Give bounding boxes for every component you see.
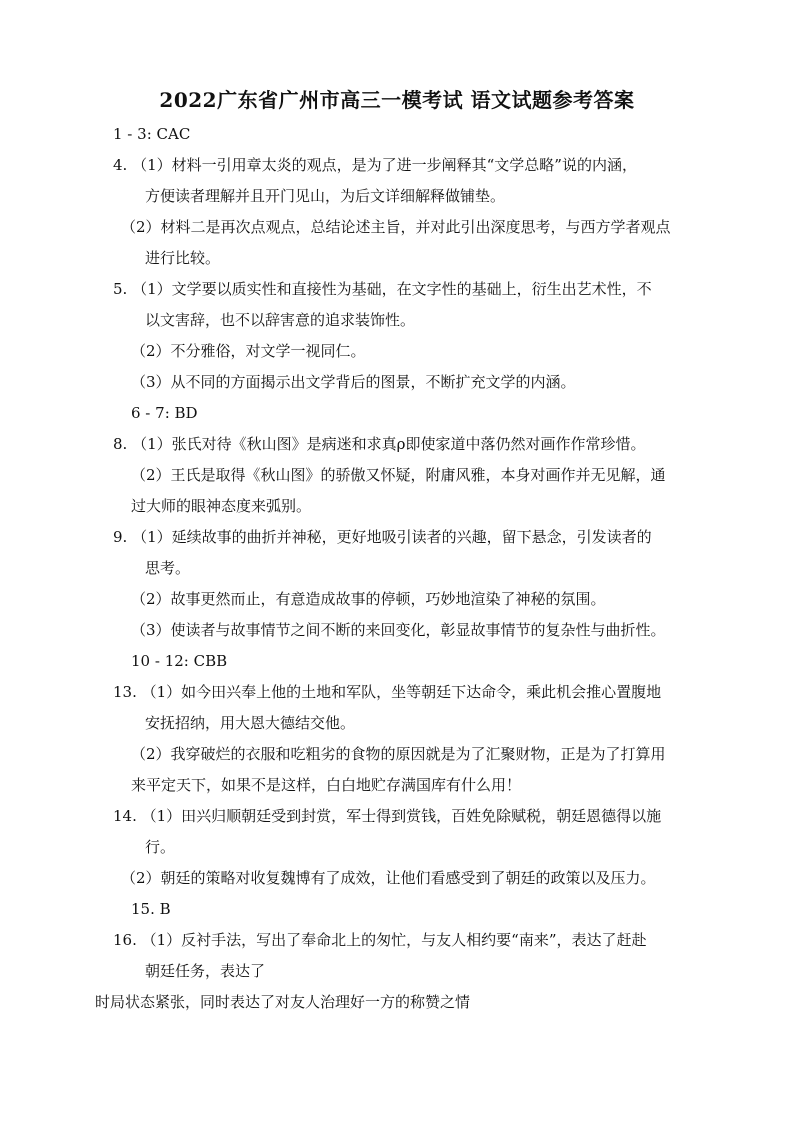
answer-line: （3）从不同的方面揭示出文学背后的图景，不断扩充文学的内涵。	[131, 373, 576, 391]
answer-line: （3）使读者与故事情节之间不断的来回变化，彰显故事情节的复杂性与曲折性。	[131, 621, 666, 639]
answer-line: 9. （1）延续故事的曲折并神秘，更好地吸引读者的兴趣，留下悬念，引发读者的	[113, 528, 652, 546]
answer-line: （2）不分雅俗，对文学一视同仁。	[131, 342, 366, 360]
answer-line: （2）王氏是取得《秋山图》的骄傲又怀疑，附庸风雅，本身对画作并无见解，通	[131, 466, 666, 484]
answer-line: 1 - 3: CAC	[113, 125, 191, 143]
answer-line: 安抚招纳，用大恩大德结交他。	[145, 714, 356, 732]
answer-line: 方便读者理解并且开门见山，为后文详细解释做铺垫。	[145, 187, 506, 205]
answer-line: （2）材料二是再次点观点，总结论述主旨，并对此引出深度思考，与西方学者观点	[121, 218, 671, 236]
answer-line: 16. （1）反衬手法，写出了奉命北上的匆忙，与友人相约要“南来”，表达了赶赴	[113, 931, 647, 949]
document-title: 2022广东省广州市高三一模考试 语文试题参考答案	[159, 88, 635, 112]
answer-line: 以文害辞，也不以辞害意的追求装饰性。	[145, 311, 416, 329]
answer-line: 来平定天下，如果不是这样，白白地贮存满国库有什么用！	[131, 776, 522, 794]
answer-line: 6 - 7: BD	[131, 404, 198, 422]
answer-line: 15. B	[131, 900, 171, 918]
answer-line: 4. （1）材料一引用章太炎的观点，是为了进一步阐释其“文学总略”说的内涵，	[113, 156, 637, 174]
answer-line: 过大师的眼神态度来弧别。	[131, 497, 312, 515]
answer-line: 5. （1）文学要以质实性和直接性为基础，在文字性的基础上，衍生出艺术性，不	[113, 280, 652, 298]
answer-line: 朝廷任务，表达了	[145, 962, 266, 980]
answer-line: 时局状态紧张，同时表达了对友人治理好一方的称赞之情	[95, 993, 471, 1011]
answer-line: 13. （1）如今田兴奉上他的土地和军队，坐等朝廷下达命令，乘此机会推心置腹地	[113, 683, 662, 701]
answer-line: 8. （1）张氏对待《秋山图》是病迷和求真ρ即使家道中落仍然对画作作常珍惜。	[113, 435, 646, 453]
answer-line: （2）朝廷的策略对收复魏博有了成效，让他们看感受到了朝廷的政策以及压力。	[121, 869, 656, 887]
answer-line: 思考。	[145, 559, 191, 577]
answer-line: 10 - 12: CBB	[131, 652, 228, 670]
answer-line: 进行比较。	[145, 249, 221, 267]
answer-line: （2）我穿破烂的衣服和吃粗劣的食物的原因就是为了汇聚财物，正是为了打算用	[131, 745, 666, 763]
answer-line: 行。	[145, 838, 176, 856]
answer-line: （2）故事更然而止，有意造成故事的停顿，巧妙地渲染了神秘的氛围。	[131, 590, 606, 608]
answer-line: 14. （1）田兴归顺朝廷受到封赏，军士得到赏钱，百姓免除赋税，朝廷恩德得以施	[113, 807, 662, 825]
